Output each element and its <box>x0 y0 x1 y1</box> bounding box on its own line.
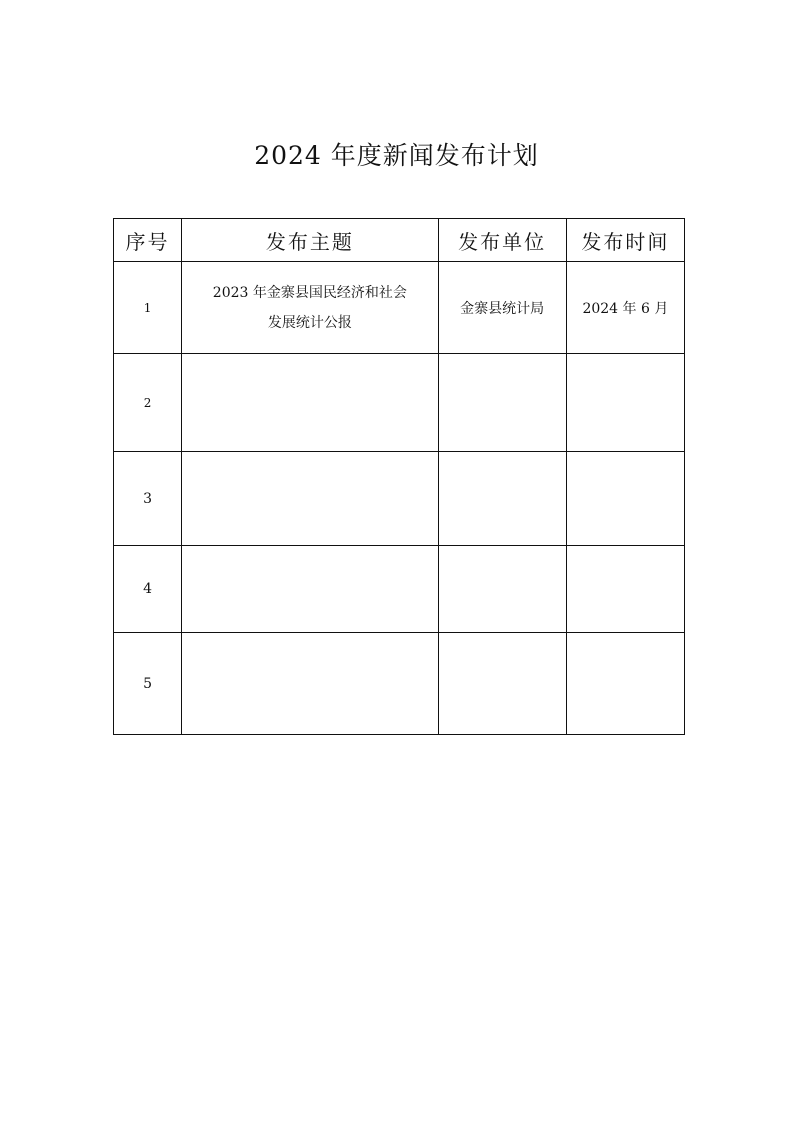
row-serial-number: 3 <box>114 452 182 546</box>
table-row <box>114 354 685 452</box>
row-release-unit <box>438 452 566 546</box>
row-serial-number: 2 <box>114 354 182 452</box>
row-release-topic <box>182 633 438 735</box>
table-row <box>114 633 685 735</box>
table-header-row <box>114 219 685 262</box>
row-release-time <box>566 452 684 546</box>
page-title: 2024 年度新闻发布计划 <box>254 141 539 170</box>
row-serial-number: 4 <box>114 546 182 633</box>
table-row <box>114 262 685 354</box>
row-release-unit <box>438 354 566 452</box>
row-release-unit: 金寨县统计局 <box>438 262 566 354</box>
header-release-time: 发布时间 <box>566 219 684 262</box>
row-release-topic <box>182 262 438 354</box>
row-serial-number: 5 <box>114 633 182 735</box>
row-release-topic <box>182 354 438 452</box>
row-release-time <box>566 354 684 452</box>
topic-line: 发展统计公报 <box>267 314 352 331</box>
header-release-unit: 发布单位 <box>438 219 566 262</box>
header-serial-number: 序号 <box>114 219 182 262</box>
news-release-plan-table <box>113 218 685 735</box>
row-release-unit <box>438 546 566 633</box>
row-serial-number: 1 <box>114 262 182 354</box>
table-row <box>114 546 685 633</box>
table-row <box>114 452 685 546</box>
topic-line: 2023 年金寨县国民经济和社会 <box>212 284 407 301</box>
row-release-topic <box>182 546 438 633</box>
row-release-time: 2024 年 6 月 <box>566 262 684 354</box>
row-release-unit <box>438 633 566 735</box>
row-release-time <box>566 633 684 735</box>
row-release-time <box>566 546 684 633</box>
header-release-topic: 发布主题 <box>182 219 438 262</box>
row-release-topic <box>182 452 438 546</box>
